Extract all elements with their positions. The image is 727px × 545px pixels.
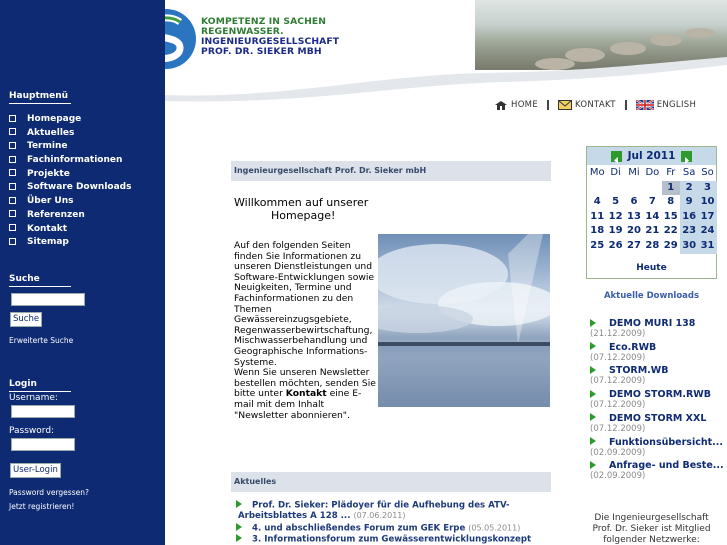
calendar-day[interactable]: 8 [667, 196, 675, 208]
downloads-title: Aktuelle Downloads [603, 291, 700, 301]
sidebar-item[interactable] [9, 223, 131, 237]
calendar-day[interactable]: 28 [645, 239, 660, 251]
sidebar-item-label: Fachinformationen [27, 155, 123, 166]
bullet-square-icon [9, 238, 16, 245]
calendar-day[interactable]: 10 [698, 195, 716, 210]
tagline-line: KOMPETENZ IN SACHEN [201, 16, 327, 27]
download-date: (02.09.2009) [590, 447, 646, 458]
download-name: Eco.RWB [609, 341, 657, 353]
register-link[interactable]: Jetzt registrieren! [9, 502, 75, 511]
calendar-day[interactable]: 20 [627, 225, 641, 237]
next-month-button[interactable] [681, 151, 692, 162]
calendar-day[interactable]: 13 [627, 210, 641, 222]
sidebar-item-label: Homepage [27, 114, 82, 124]
weekday-row [588, 166, 717, 181]
password-label: Password: [9, 426, 55, 436]
calendar-day[interactable]: 11 [590, 210, 605, 222]
calendar-day[interactable]: 18 [590, 225, 605, 237]
sidebar-item-label: Kontakt [27, 223, 68, 234]
calendar-day[interactable]: 14 [645, 210, 660, 222]
sidebar-item[interactable] [9, 181, 131, 195]
calendar-header [587, 147, 716, 165]
download-date: (07.12.2009) [590, 423, 646, 434]
arrow-right-icon [236, 534, 242, 542]
search-button[interactable]: Suche [10, 312, 42, 327]
news-item[interactable] [236, 500, 510, 521]
arrow-right-icon [590, 342, 596, 350]
calendar-day [606, 181, 624, 196]
sidebar-item[interactable] [9, 236, 131, 250]
download-item[interactable] [590, 365, 720, 386]
sidebar-item-label: Aktuelles [27, 127, 75, 138]
tagline-line: INGENIEURGESELLSCHAFT [201, 36, 340, 47]
network-text: Die Ingenieurgesellschaft Prof. Dr. Sieker ist Mitglied folgender Netzwerke: [592, 513, 711, 545]
intro-text [234, 241, 379, 421]
weekday-label: Sa [682, 167, 696, 178]
calendar-day[interactable]: 1 [662, 181, 680, 196]
home-icon [494, 100, 508, 111]
news-item[interactable] [236, 534, 531, 545]
intro-newsletter: Wenn Sie unseren Newsletter bestellen möchten, senden Sie bitte unter [234, 367, 376, 400]
week-row [588, 181, 717, 196]
bullet-square-icon [9, 210, 16, 217]
header [165, 0, 727, 104]
calendar-day[interactable]: 25 [590, 239, 605, 251]
calendar-day[interactable]: 24 [698, 224, 716, 239]
intro-kontakt-link[interactable]: Kontakt [285, 388, 327, 400]
calendar-grid [588, 166, 717, 254]
calendar-day[interactable]: 22 [663, 225, 678, 237]
search-section [9, 266, 71, 287]
week-row [588, 224, 717, 239]
tagline-line: PROF. DR. SIEKER MBH [201, 46, 322, 57]
calendar-day[interactable]: 27 [627, 239, 641, 251]
weekday-label: Fr [666, 167, 676, 178]
news-date: (05.05.2011) [468, 523, 521, 533]
main-menu [9, 83, 131, 250]
calendar-day[interactable]: 19 [608, 225, 623, 237]
search-heading: Suche [9, 274, 71, 287]
calendar-day[interactable]: 12 [608, 210, 623, 222]
calendar-day [643, 181, 661, 196]
calendar-day [588, 181, 606, 196]
calendar-day[interactable]: 2 [680, 181, 698, 196]
arrow-right-icon [590, 461, 596, 469]
calendar-day[interactable]: 31 [698, 239, 716, 254]
sidebar-item[interactable] [9, 209, 131, 223]
news-title: Prof. Dr. Sieker: Plädoyer für die Aufhebung des ATV- [252, 500, 510, 511]
login-section [9, 371, 71, 392]
download-item[interactable] [590, 436, 723, 458]
news-title: 4. und abschließendes Forum zum GEK Erpe [252, 523, 466, 534]
nav-separator [625, 100, 627, 110]
username-label: Username: [9, 393, 58, 403]
weekday-label: Mi [628, 167, 640, 178]
calendar-day[interactable]: 17 [698, 210, 716, 225]
download-name: Anfrage- und Beste... [609, 460, 724, 472]
sidebar-item-label: Über Uns [27, 196, 74, 207]
arrow-right-icon [590, 390, 596, 398]
intro-newsletter-end: eine E-mail mit dem Inhalt "Newsletter abonnieren". [234, 388, 362, 421]
chevron-right-icon [681, 155, 692, 166]
calendar-day[interactable]: 3 [698, 181, 716, 196]
sidebar-item[interactable] [9, 140, 131, 154]
news-title: 3. Informationsforum zum Gewässerentwicklungskonzept [252, 534, 532, 545]
company-bar: Ingenieurgesellschaft Prof. Dr. Sieker mbH [231, 161, 551, 181]
calendar-day[interactable]: 16 [680, 210, 698, 225]
password-field[interactable] [11, 438, 75, 451]
calendar-day[interactable]: 23 [680, 224, 698, 239]
search-input[interactable] [11, 293, 85, 306]
news-item[interactable] [236, 523, 520, 534]
calendar-day[interactable]: 6 [630, 196, 638, 208]
arrow-right-icon [236, 500, 242, 508]
sidebar-item-label: Projekte [27, 168, 70, 179]
bullet-square-icon [9, 183, 16, 190]
download-date: (07.12.2009) [590, 376, 646, 387]
sidebar-item[interactable] [9, 113, 131, 127]
extended-search-link[interactable]: Erweiterte Suche [9, 336, 74, 345]
top-nav [494, 99, 696, 111]
arrow-right-icon [590, 366, 596, 374]
download-name: STORM.WB [609, 365, 669, 377]
download-item[interactable] [590, 342, 720, 363]
bullet-square-icon [9, 169, 16, 176]
uk-flag-icon [636, 100, 654, 110]
intro-paragraph: Auf den folgenden Seiten finden Sie Informationen zu unseren Dienstleistungen und Software-Entwicklungen sowie Neuigkeiten, Termine und Fachinformationen zu den Themen Gewässereinzugsgebiete, Regenwasserbewirtschaftung, Mischwasserbehandlung und Geographische Informations-Systeme. [234, 240, 375, 368]
weekday-label: So [701, 167, 714, 178]
tagline-line: REGENWASSER. [201, 26, 284, 37]
welcome-line: Homepage! [271, 209, 336, 222]
login-button[interactable]: User-Login [10, 463, 61, 478]
calendar-day[interactable]: 9 [680, 195, 698, 210]
download-name: DEMO MURI 138 [609, 318, 696, 329]
mail-icon [558, 100, 572, 110]
download-name: DEMO STORM.RWB [609, 389, 712, 401]
download-date: (07.12.2009) [590, 352, 646, 363]
chevron-left-icon [611, 155, 622, 166]
calendar-day[interactable]: 5 [612, 196, 620, 208]
login-heading: Login [9, 379, 71, 392]
sidebar-item[interactable] [9, 127, 131, 141]
english-link[interactable] [636, 100, 696, 110]
calendar-day[interactable]: 30 [680, 239, 698, 254]
calendar-day[interactable]: 29 [663, 239, 678, 251]
bullet-square-icon [9, 156, 16, 163]
sky-image [378, 234, 550, 407]
bullet-square-icon [9, 142, 16, 149]
calendar-day [625, 181, 643, 196]
calendar-title: Jul 2011 [627, 150, 676, 162]
welcome-line: Willkommen auf unserer [234, 196, 369, 209]
week-row [588, 210, 717, 225]
bullet-square-icon [9, 115, 16, 122]
calendar-day[interactable]: 15 [663, 210, 678, 222]
news-date: (07.06.2011) [353, 510, 406, 520]
calendar [586, 146, 717, 279]
welcome-heading [234, 196, 368, 222]
arrow-right-icon [590, 413, 596, 421]
today-link[interactable]: Heute [636, 263, 667, 273]
company-logo[interactable] [165, 8, 197, 70]
main-menu-list [9, 113, 131, 250]
weekday-label: Di [610, 167, 621, 178]
header-wave [165, 55, 727, 104]
weekday-label: Do [645, 167, 660, 178]
sidebar-item[interactable] [9, 154, 131, 168]
week-row [588, 195, 717, 210]
prev-month-button[interactable] [611, 151, 622, 162]
download-item[interactable] [590, 318, 720, 339]
bullet-square-icon [9, 197, 16, 204]
forgot-password-link[interactable]: Password vergessen? [9, 488, 89, 497]
sidebar-item-label: Referenzen [27, 209, 85, 220]
main-menu-heading: Hauptmenü [9, 91, 71, 104]
week-row [588, 239, 717, 254]
download-name: Funktionsübersicht... [609, 436, 723, 448]
download-name: DEMO STORM XXL [609, 412, 707, 424]
kontakt-label: KONTAKT [575, 100, 616, 110]
sidebar-item[interactable] [9, 168, 131, 182]
sidebar-item-label: Sitemap [27, 237, 69, 248]
arrow-right-icon [590, 437, 596, 445]
home-label: HOME [511, 100, 538, 110]
kontakt-link[interactable] [558, 100, 616, 110]
sidebar-item[interactable] [9, 195, 131, 209]
download-item[interactable] [590, 389, 720, 410]
news-bar: Aktuelles [231, 472, 551, 492]
download-date: (07.12.2009) [590, 400, 646, 411]
download-date: (02.09.2009) [590, 471, 646, 482]
username-field[interactable] [11, 405, 75, 418]
download-date: (21.12.2009) [590, 329, 646, 339]
download-item[interactable] [590, 460, 724, 482]
calendar-day[interactable]: 4 [593, 196, 601, 208]
calendar-day[interactable]: 7 [648, 196, 656, 208]
download-item[interactable] [590, 413, 720, 434]
bullet-square-icon [9, 128, 16, 135]
sidebar-item-label: Software Downloads [27, 182, 132, 193]
arrow-right-icon [236, 523, 242, 531]
company-tagline [201, 17, 339, 57]
news-title-cont: Arbeitsblattes A 128 ... [238, 510, 351, 521]
weekday-label: Mo [589, 167, 605, 178]
calendar-day[interactable]: 21 [645, 225, 660, 237]
calendar-day[interactable]: 26 [608, 239, 623, 251]
sidebar [0, 0, 165, 545]
bullet-square-icon [9, 224, 16, 231]
sidebar-item-label: Termine [27, 141, 68, 152]
english-label: ENGLISH [656, 100, 697, 110]
home-link[interactable] [494, 100, 538, 111]
arrow-right-icon [590, 319, 596, 327]
nav-separator [547, 100, 549, 110]
